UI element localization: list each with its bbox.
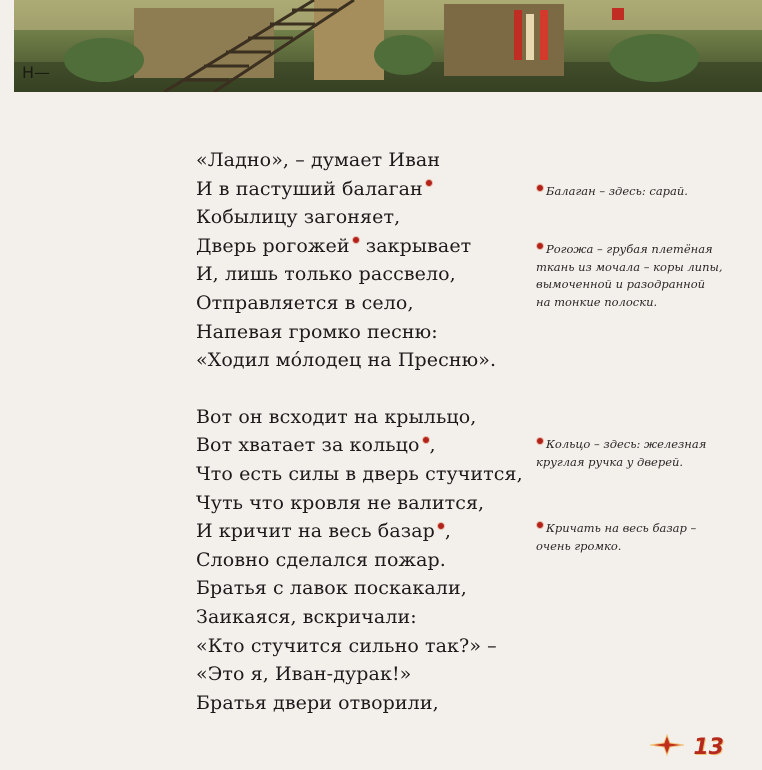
poem-line: Чуть что кровля не валится, xyxy=(196,491,485,514)
stanza-2 xyxy=(196,403,523,718)
poem-line: Кобылицу загоняет, xyxy=(196,206,401,229)
footnote-marker xyxy=(536,437,544,445)
poem-line: Напевая громко песню: xyxy=(196,320,438,343)
poem-line: Словно сделался пожар. xyxy=(196,548,446,571)
poem-line: «Ходил мóлодец на Пресню». xyxy=(196,349,497,372)
footnote-marker xyxy=(437,522,445,530)
poem-line: Вот хватает за кольцо , xyxy=(196,434,436,457)
poem-line: Отправляется в село, xyxy=(196,291,414,314)
footnote-bazar: Кричать на весь базар – очень громко. xyxy=(536,520,696,555)
poem-line: «Ладно», – думает Иван xyxy=(196,149,441,171)
stanza-1 xyxy=(196,146,523,375)
poem xyxy=(196,146,523,717)
poem-line: Дверь рогожей закрывает xyxy=(196,234,472,257)
footnote-line: очень громко. xyxy=(536,538,622,553)
svg-text:H—: H— xyxy=(22,63,51,82)
footnote-marker xyxy=(536,242,544,250)
footnote-line: на тонкие полоски. xyxy=(536,294,658,309)
footnote-marker xyxy=(536,521,544,529)
page-number xyxy=(649,734,724,760)
poem-line: «Кто стучится сильно так?» – xyxy=(196,634,497,657)
footnote-rogozha: Рогожа – грубая плетёная ткань из мочала – коры липы, вымоченной и разодранной на тонкие полоски. xyxy=(536,241,723,311)
footnote-koltso: Кольцо – здесь: железная круглая ручка у дверей. xyxy=(536,436,706,471)
poem-line: Что есть силы в дверь стучится, xyxy=(196,462,523,485)
footnote-line: вымоченной и разодранной xyxy=(536,277,706,291)
poem-line: И, лишь только рассвело, xyxy=(196,263,456,286)
header-illustration xyxy=(14,0,762,92)
footnote-marker xyxy=(425,179,433,187)
poem-line: И кричит на весь базар , xyxy=(196,520,452,543)
footnote-marker xyxy=(352,236,360,244)
footnote-line: круглая ручка у дверей. xyxy=(536,454,684,469)
poem-line: «Это я, Иван-дурак!» xyxy=(196,663,412,686)
poem-line: Братья двери отворили, xyxy=(196,691,439,714)
footnote-balagan: Балаган – здесь: сарай. xyxy=(536,183,688,201)
poem-line: Братья с лавок поскакали, xyxy=(196,577,467,600)
footnote-marker xyxy=(536,184,544,192)
poem-line: И в пастуший балаган xyxy=(196,175,523,204)
footnote-marker xyxy=(422,436,430,444)
footnote-line: ткань из мочала – коры липы, xyxy=(536,259,723,274)
star-ornament-icon xyxy=(649,734,685,760)
page-number-label: 13 xyxy=(693,734,724,760)
poem-line: Заикаяся, вскричали: xyxy=(196,605,417,628)
poem-line: Вот он всходит на крыльцо, xyxy=(196,405,477,428)
